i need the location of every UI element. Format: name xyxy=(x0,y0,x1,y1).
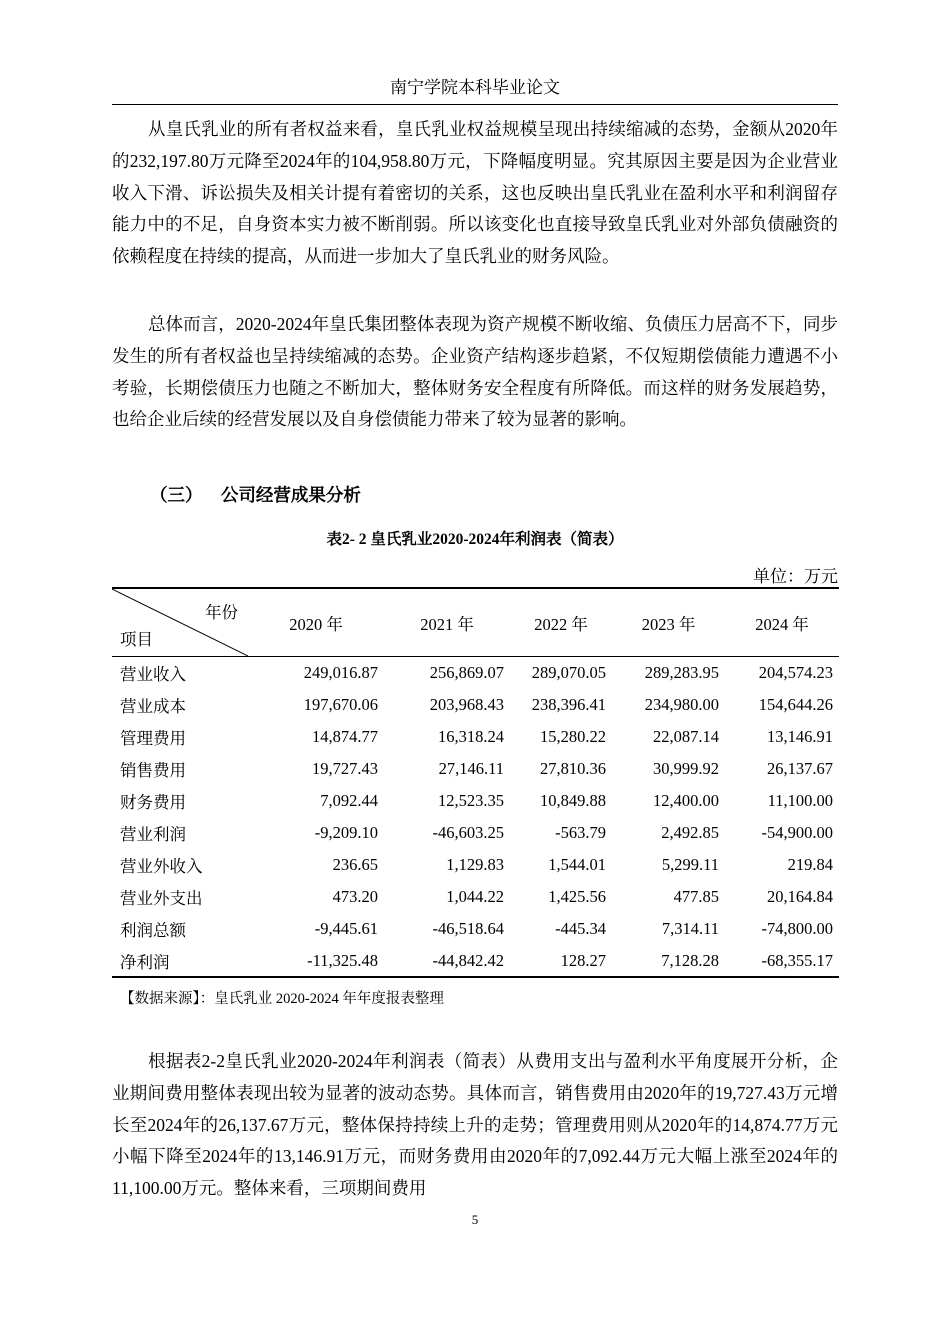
paragraph-summary: 总体而言，2020-2024年皇氏集团整体表现为资产规模不断收缩、负债压力居高不下，同步发生的所有者权益也呈持续缩减的态势。企业资产结构逐步趋紧，不仅短期偿债能力遭遇不小考验，长期偿债压力也随之不断加大，整体财务安全程度有所降低。而这样的财务发展趋势，也给企业后续的经营发展以及自身偿债能力带来了较为显著的影响。 xyxy=(112,314,838,430)
table-cell: 26,137.67 xyxy=(767,758,833,778)
table-cell: 27,810.36 xyxy=(540,758,606,778)
table-cell: 128.27 xyxy=(510,945,612,977)
table-cell: -54,900.00 xyxy=(761,823,833,843)
table-cell: 256,869.07 xyxy=(429,662,504,682)
row-label: 管理费用 xyxy=(120,728,186,748)
table-cell: 5,299.11 xyxy=(661,855,719,875)
table-cell: 19,727.43 xyxy=(312,758,378,778)
row-label: 营业收入 xyxy=(120,664,186,684)
table-cell: 7,314.11 xyxy=(661,919,719,939)
row-label: 财务费用 xyxy=(120,792,186,812)
year-header: 2021 年 xyxy=(384,588,510,657)
table-cell: 289,070.05 xyxy=(531,662,606,682)
table-row xyxy=(112,753,839,785)
table-caption: 表2- 2 皇氏乳业2020-2024年利润表（简表） xyxy=(326,531,624,548)
table-cell: 203,968.43 xyxy=(429,694,504,714)
table-cell: -68,355.17 xyxy=(725,945,839,977)
row-label: 营业利润 xyxy=(120,825,186,845)
table-cell: 14,874.77 xyxy=(312,726,378,746)
table-cell: 1,544.01 xyxy=(548,855,606,875)
table-row xyxy=(112,721,839,753)
table-cell: -445.34 xyxy=(555,919,606,939)
year-header: 2022 年 xyxy=(510,588,612,657)
year-header: 2020 年 xyxy=(248,588,384,657)
table-row xyxy=(112,913,839,945)
table-cell: -46,603.25 xyxy=(432,823,504,843)
table-cell: 204,574.23 xyxy=(758,662,833,682)
page-number: 5 xyxy=(471,1212,479,1227)
table-source-note: 【数据来源】：皇氏乳业 2020-2024 年年度报表整理 xyxy=(120,991,444,1007)
section-title: 公司经营成果分析 xyxy=(220,485,361,505)
table-cell: 477.85 xyxy=(673,887,719,907)
table-cell: -11,325.48 xyxy=(248,945,384,977)
table-header-row xyxy=(112,588,839,657)
table-cell: 473.20 xyxy=(332,887,378,907)
row-label: 营业外支出 xyxy=(120,889,203,909)
table-cell: 22,087.14 xyxy=(653,726,719,746)
page-header: 南宁学院本科毕业论文 xyxy=(112,72,838,105)
table-cell: 238,396.41 xyxy=(531,694,606,714)
table-cell: 289,283.95 xyxy=(644,662,719,682)
table-cell: 13,146.91 xyxy=(767,726,833,746)
table-cell: 197,670.06 xyxy=(303,694,378,714)
table-cell: 236.65 xyxy=(332,855,378,875)
year-header: 2023 年 xyxy=(612,588,725,657)
table-cell: 234,980.00 xyxy=(644,694,719,714)
table-cell: 249,016.87 xyxy=(303,662,378,682)
table-cell: -74,800.00 xyxy=(761,919,833,939)
table-cell: 20,164.84 xyxy=(767,887,833,907)
row-label: 销售费用 xyxy=(120,760,186,780)
row-label: 营业外收入 xyxy=(120,857,203,877)
table-cell: 30,999.92 xyxy=(653,758,719,778)
corner-row-label: 项目 xyxy=(120,630,153,649)
table-unit: 单位：万元 xyxy=(753,567,838,586)
table-cell: -46,518.64 xyxy=(432,919,504,939)
table-row xyxy=(112,689,839,721)
table-cell: -9,445.61 xyxy=(314,919,378,939)
paragraph-analysis: 根据表2-2皇氏乳业2020-2024年利润表（简表）从费用支出与盈利水平角度展开分析，企业期间费用整体表现出较为显著的波动态势。具体而言，销售费用由2020年的19,727.43万元增长至2024年的26,137.67万元，整体保持持续上升的走势；管理费用则从2020年的14,874.77万元小幅下降至2024年的13,146.91万元，而财务费用由2020年的7,092.44万元大幅上涨至2024年的11,100.00万元。整体来看，三项期间费用 xyxy=(112,1051,838,1199)
table-cell: 1,129.83 xyxy=(446,855,504,875)
section-number: （三） xyxy=(150,485,203,505)
table-cell: -563.79 xyxy=(555,823,606,843)
table-cell: 219.84 xyxy=(787,855,833,875)
row-label: 营业成本 xyxy=(120,696,186,716)
year-header: 2024 年 xyxy=(725,588,839,657)
row-label: 净利润 xyxy=(112,945,248,977)
table-cell: 12,400.00 xyxy=(653,790,719,810)
table-cell: 10,849.88 xyxy=(540,790,606,810)
table-cell: -9,209.10 xyxy=(314,823,378,843)
table-cell: 2,492.85 xyxy=(661,823,719,843)
table-cell: 1,425.56 xyxy=(548,887,606,907)
table-row xyxy=(112,817,839,849)
table-row xyxy=(112,881,839,913)
table-row xyxy=(112,785,839,817)
table-corner-cell xyxy=(112,588,248,657)
table-cell: 27,146.11 xyxy=(438,758,504,778)
table-cell: 16,318.24 xyxy=(438,726,504,746)
table-cell: 15,280.22 xyxy=(540,726,606,746)
table-cell: 1,044.22 xyxy=(446,887,504,907)
paragraph-equity: 从皇氏乳业的所有者权益来看，皇氏乳业权益规模呈现出持续缩减的态势，金额从2020年的232,197.80万元降至2024年的104,958.80万元，下降幅度明显。究其原因主要是因为企业营业收入下滑、诉讼损失及相关计提有着密切的关系，这也反映出皇氏乳业在盈利水平和利润留存能力中的不足，自身资本实力被不断削弱。所以该变化也直接导致皇氏乳业对外部负债融资的依赖程度在持续的提高，从而进一步加大了皇氏乳业的财务风险。 xyxy=(112,119,838,267)
table-row xyxy=(112,849,839,881)
table-cell: 11,100.00 xyxy=(767,790,833,810)
income-statement-table xyxy=(112,587,839,978)
section-heading xyxy=(150,482,361,507)
table-cell: 7,128.28 xyxy=(612,945,725,977)
table-cell: 12,523.35 xyxy=(438,790,504,810)
table-row xyxy=(112,657,839,689)
table-cell: 7,092.44 xyxy=(320,790,378,810)
corner-col-label: 年份 xyxy=(205,603,238,622)
row-label: 利润总额 xyxy=(120,921,186,941)
table-cell: 154,644.26 xyxy=(758,694,833,714)
table-row xyxy=(112,945,839,977)
table-cell: -44,842.42 xyxy=(384,945,510,977)
